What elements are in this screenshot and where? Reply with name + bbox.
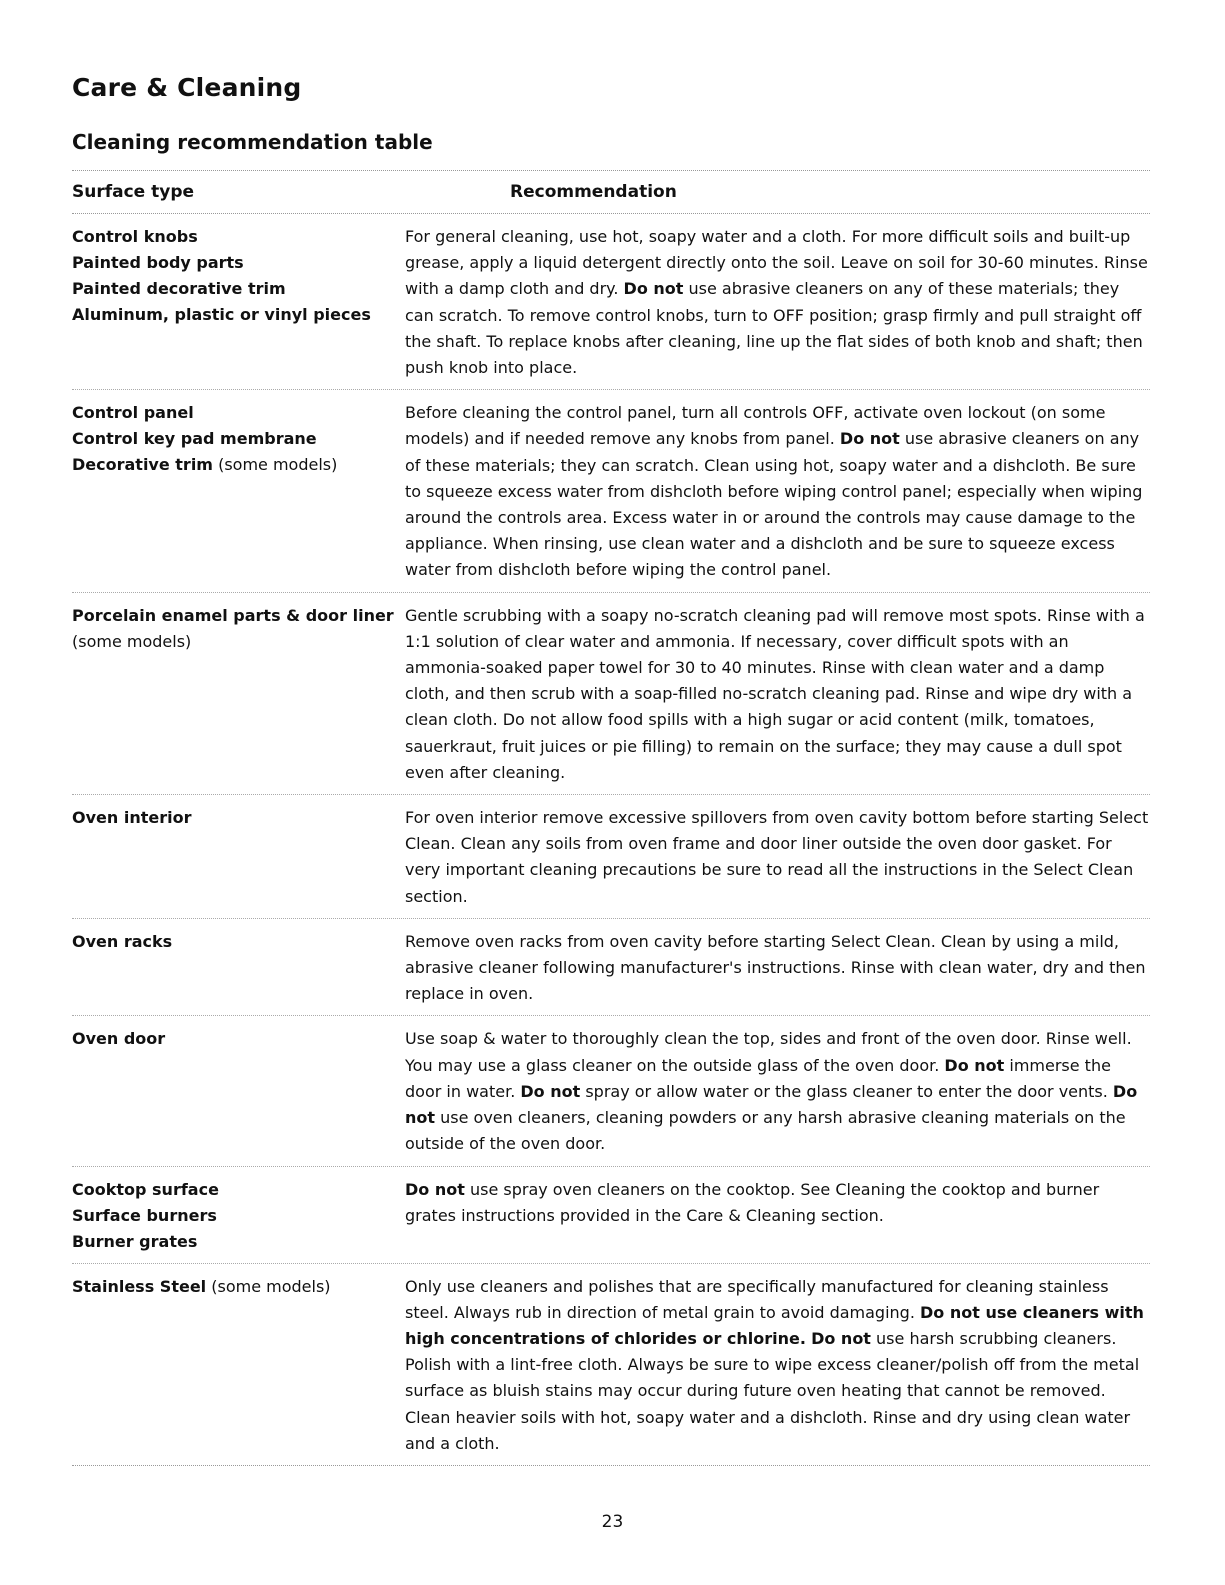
recommendation-text: use abrasive cleaners on any of these materials; they can scratch. To remove control knobs, turn to OFF position; grasp firmly and pull straight off the shaft. To replace knobs after cleaning, line up the flat sides of both knob and shaft; then push knob into place. <box>405 279 1143 378</box>
surface-name: Control key pad membrane <box>72 429 317 449</box>
table-row <box>72 919 1150 1017</box>
surface-cell <box>72 1026 405 1157</box>
surface-name: Stainless Steel <box>72 1276 207 1296</box>
surface-name: Painted decorative trim <box>72 279 286 298</box>
table-row <box>72 1167 1150 1264</box>
surface-item <box>72 452 405 478</box>
surface-item <box>72 224 405 250</box>
surface-note: (some models) <box>72 631 192 651</box>
page-content <box>72 66 1150 1466</box>
page-title: Care & Cleaning <box>72 73 302 102</box>
surface-name: Surface burners <box>72 1205 217 1225</box>
surface-name: Oven door <box>72 1029 166 1049</box>
surface-item <box>72 1274 405 1300</box>
surface-cell <box>72 603 405 786</box>
surface-item <box>72 1177 405 1203</box>
table-row <box>72 1264 1150 1465</box>
recommendation-text: spray or allow water or the glass cleaner to enter the door vents. <box>580 1081 1113 1101</box>
surface-name: Aluminum, plastic or vinyl pieces <box>72 305 371 324</box>
warning-text: Do not <box>944 1055 1005 1075</box>
surface-item <box>72 250 405 276</box>
table-row <box>72 214 1150 390</box>
recommendation-cell <box>405 1274 1150 1457</box>
table-row <box>72 593 1150 795</box>
surface-note: (some models) <box>212 455 338 475</box>
recommendation-text: For oven interior remove excessive spillovers from oven cavity bottom before starting Select Clean. Clean any soils from oven frame and door liner outside the oven door gasket. For very important cleaning precautions be sure to read all the instructions in the Select Clean section. <box>405 808 1149 906</box>
surface-item <box>72 426 405 452</box>
surface-item <box>72 302 405 328</box>
recommendation-text: For general cleaning, use hot, soapy water and a cloth. For more difficult soils and built-up grease, apply a liquid detergent directly onto the soil. Leave on soil for 30-60 minutes. Rinse with a damp cloth and dry. <box>405 227 1148 299</box>
page-number: 23 <box>601 1512 624 1532</box>
recommendation-text: Before cleaning the control panel, turn all controls OFF, activate oven lockout (on some models) and if needed remove any knobs from panel. <box>405 403 1106 449</box>
surface-item <box>72 805 405 831</box>
warning-text: Do not <box>623 279 684 299</box>
recommendation-text: immerse the door in water. <box>405 1055 1111 1101</box>
recommendation-text: Use soap & water to thoroughly clean the top, sides and front of the oven door. Rinse well. You may use a glass cleaner on the outside glass of the oven door. <box>405 1029 1132 1075</box>
surface-cell <box>72 1177 405 1255</box>
section-title: Cleaning recommendation table <box>72 130 433 154</box>
surface-name: Control panel <box>72 403 194 423</box>
surface-cell <box>72 224 405 381</box>
table-row <box>72 390 1150 592</box>
warning-text: Do not <box>405 1179 465 1199</box>
recommendation-text: use spray oven cleaners on the cooktop. See Cleaning the cooktop and burner grates instructions provided in the Care & Cleaning section. <box>405 1179 1100 1225</box>
recommendation-cell <box>405 1177 1150 1255</box>
warning-text: Do not use cleaners with high concentrations of chlorides or chlorine. <box>405 1302 1144 1348</box>
warning-text: Do not <box>839 429 900 449</box>
surface-name: Oven interior <box>72 808 192 828</box>
recommendation-text: Remove oven racks from oven cavity before starting Select Clean. Clean by using a mild, abrasive cleaner following manufacturer's instructions. Rinse with clean water, dry and then replace in oven. <box>405 931 1146 1004</box>
surface-cell <box>72 400 405 583</box>
surface-name: Burner grates <box>72 1231 198 1251</box>
recommendation-text: Only use cleaners and polishes that are specifically manufactured for cleaning stainless steel. Always rub in direction of metal grain to avoid damaging. <box>405 1276 1109 1322</box>
surface-item <box>72 1203 405 1229</box>
surface-item <box>72 276 405 302</box>
warning-text: Do not <box>811 1328 871 1348</box>
recommendation-cell <box>405 805 1150 910</box>
table-body <box>72 214 1150 1465</box>
table-row <box>72 1016 1150 1166</box>
warning-text: Do not <box>405 1081 1138 1128</box>
cleaning-table <box>72 170 1150 1466</box>
surface-name: Oven racks <box>72 931 173 951</box>
warning-text: Do not <box>520 1081 581 1101</box>
table-header <box>72 171 1150 214</box>
recommendation-cell <box>405 1026 1150 1157</box>
recommendation-cell <box>405 400 1150 583</box>
recommendation-cell <box>405 603 1150 786</box>
surface-name: Painted body parts <box>72 253 244 272</box>
recommendation-text: use oven cleaners, cleaning powders or any harsh abrasive cleaning materials on the outside of the oven door. <box>405 1108 1126 1154</box>
surface-note: (some models) <box>206 1276 331 1296</box>
surface-name: Decorative trim <box>72 455 213 475</box>
recommendation-cell <box>405 224 1150 381</box>
table-row <box>72 795 1150 919</box>
surface-cell <box>72 805 405 910</box>
surface-item <box>72 603 405 655</box>
recommendation-text: use harsh scrubbing cleaners. Polish with a lint-free cloth. Always be sure to wipe excess cleaner/polish off from the metal surface as bluish stains may occur during future oven heating that cannot be removed. Clean heavier soils with hot, soapy water and a dishcloth. Rinse and dry using clean water and a cloth. <box>405 1328 1140 1453</box>
header-surface-type: Surface type <box>72 182 195 202</box>
surface-item <box>72 400 405 426</box>
surface-name: Control knobs <box>72 227 198 246</box>
surface-item <box>72 929 405 955</box>
surface-item <box>72 1229 405 1255</box>
header-recommendation: Recommendation <box>510 182 677 202</box>
surface-name: Porcelain enamel parts & door liner <box>72 605 394 625</box>
recommendation-cell <box>405 929 1150 1008</box>
surface-item <box>72 1026 405 1052</box>
surface-cell <box>72 1274 405 1457</box>
recommendation-text: use abrasive cleaners on any of these materials; they can scratch. Clean using hot, soapy water and a dishcloth. Be sure to squeeze excess water from dishcloth before wiping control panel; especially when wiping around the controls area. Excess water in or around the controls may cause damage to the appliance. When rinsing, use clean water and a dishcloth and be sure to squeeze excess water from dishcloth before wiping the control panel. <box>405 429 1143 580</box>
recommendation-text: Gentle scrubbing with a soapy no-scratch cleaning pad will remove most spots. Rinse with a 1:1 solution of clear water and ammonia. If necessary, cover difficult spots with an ammonia-soaked paper towel for 30 to 40 minutes. Rinse with clean water and a damp cloth, and then scrub with a soap-filled no-scratch cleaning pad. Rinse and wipe dry with a clean cloth. Do not allow food spills with a high sugar or acid content (milk, tomatoes, sauerkraut, fruit juices or pie filling) to remain on the surface; they may cause a dull spot even after cleaning. <box>405 605 1145 782</box>
surface-name: Cooktop surface <box>72 1179 219 1199</box>
surface-cell <box>72 929 405 1008</box>
